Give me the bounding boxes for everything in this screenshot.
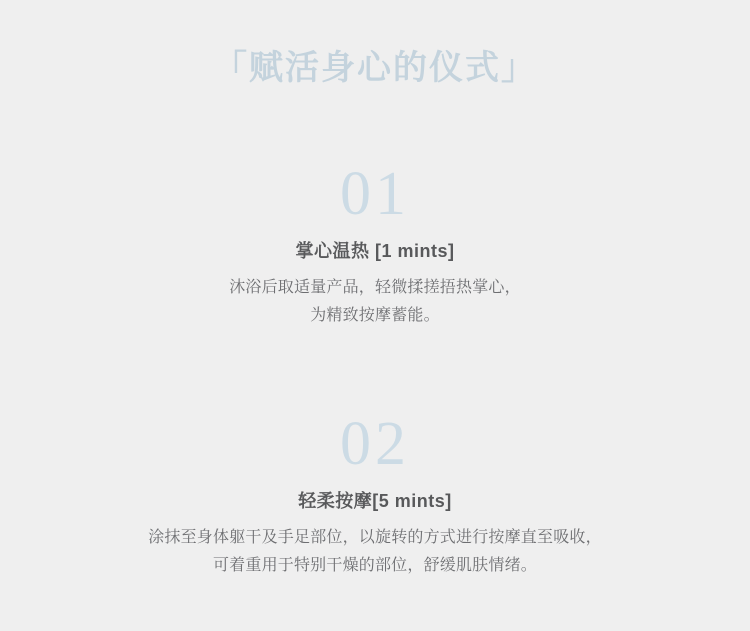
ritual-step-01 — [0, 160, 750, 330]
step-description-line: 涂抹至身体躯干及手足部位，以旋转的方式进行按摩直至吸收， — [148, 529, 602, 547]
step-description-line: 为精致按摩蓄能。 — [310, 307, 440, 325]
step-number: 02 — [340, 410, 410, 478]
step-title: 掌心温热 [1 mints] — [295, 241, 455, 261]
ritual-step-02 — [0, 410, 750, 580]
step-description-line: 可着重用于特别干燥的部位，舒缓肌肤情绪。 — [212, 557, 537, 575]
step-number: 01 — [340, 160, 410, 228]
step-title: 轻柔按摩[5 mints] — [298, 491, 452, 511]
step-description — [0, 274, 750, 330]
step-description-line: 沐浴后取适量产品，轻微揉搓捂热掌心， — [229, 279, 521, 297]
page-title: 「赋活身心的仪式」 — [213, 49, 537, 87]
step-description — [0, 524, 750, 580]
